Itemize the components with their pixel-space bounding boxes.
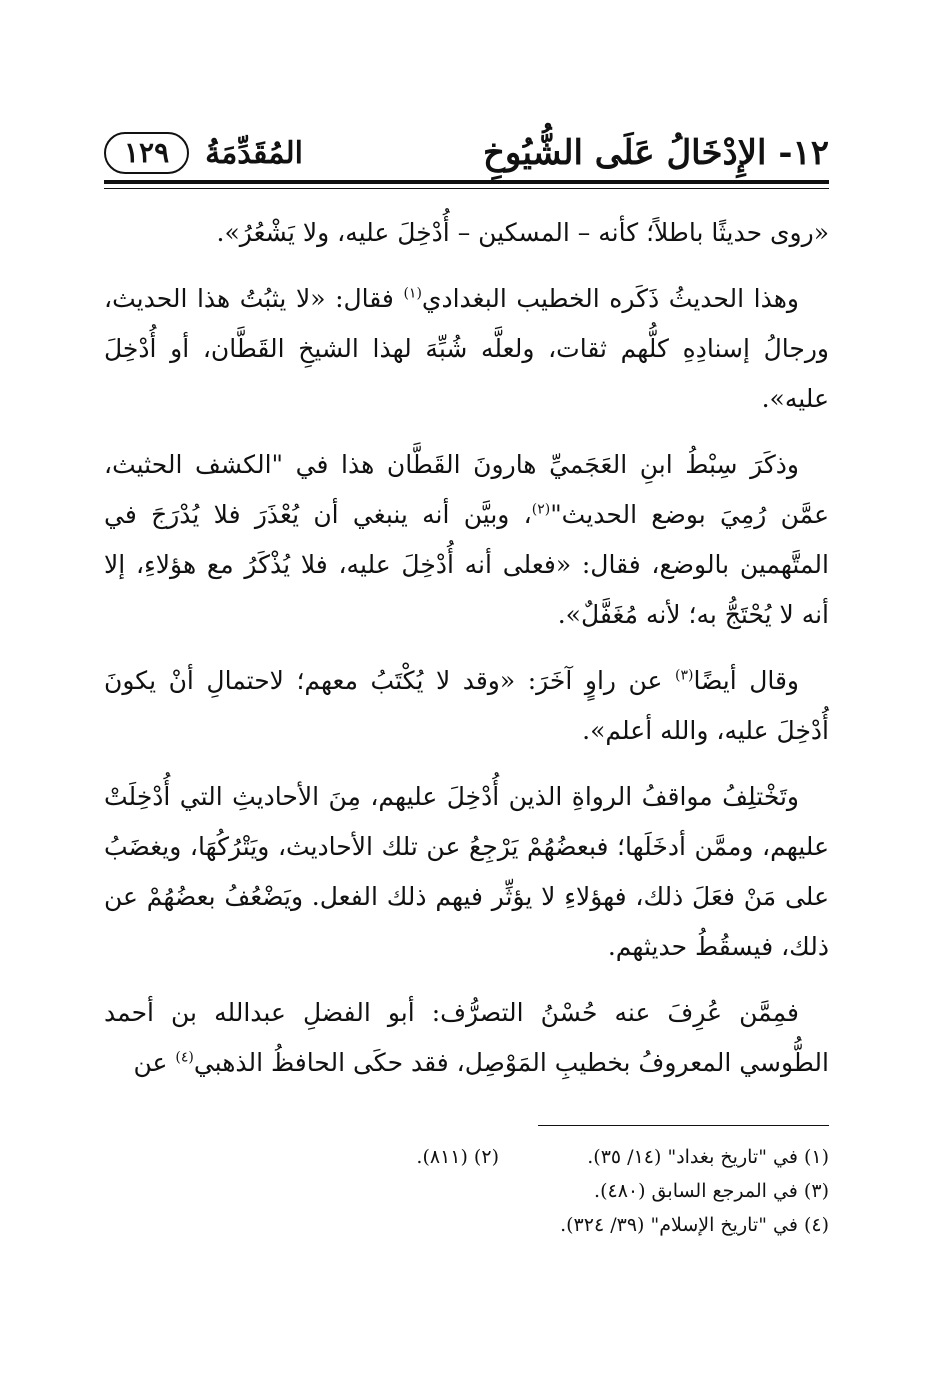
paragraph-1: «روى حديثًا باطلاً؛ كأنه – المسكين – أُدْخِلَ عليه، ولا يَشْعُرُ». xyxy=(216,218,829,247)
footnote-ref-1[interactable]: (١) xyxy=(403,285,422,302)
page-header xyxy=(104,128,829,178)
footnote-row xyxy=(104,1140,829,1174)
page-number: ١٢٩ xyxy=(104,132,189,174)
footnote-2: (٢) (٨١١). xyxy=(416,1146,499,1168)
paragraph-4: وقال أيضًا$^{(٣)}$ عن راوٍ آخَرَ: «وقد لا يُكْتَبُ معهم؛ لاحتمالِ أنْ يكونَ أُدْخِلَ عليه، والله أعلم». xyxy=(104,666,829,745)
header-rule-thin xyxy=(104,188,829,189)
footnote-ref-3[interactable]: (٣) xyxy=(674,667,694,684)
paragraph-5: وتَخْتلِفُ مواقفُ الرواةِ الذين أُدْخِلَ عليهم، مِنَ الأحاديثِ التي أُدْخِلَتْ عليهم، وممَّن أدخَلَها؛ فبعضُهُمْ يَرْجِعُ عن تلك الأحاديث، ويَتْرُكُهَا، ويغضَبُ على مَنْ فعَلَ ذلك، فهؤلاءِ لا يؤثِّر فيهم ذلك الفعل. ويَضْعُفُ بعضُهُمْ عن ذلك، فيسقُطُ حديثهم. xyxy=(104,782,829,961)
paragraph-6: فمِمَّن عُرِفَ عنه حُسْنُ التصرُّف: أبو الفضلِ عبدالله بن أحمد الطُّوسي المعروفُ بخطيبِ المَوْصِل، فقد حكَى الحافظُ الذهبي$^{(٤)}$ عن xyxy=(104,998,829,1077)
footnote-ref-2[interactable]: (٢) xyxy=(531,501,551,518)
section-heading xyxy=(104,128,303,178)
section-title: المُقَدِّمَةُ xyxy=(205,135,304,171)
paragraph-3: وذكَرَ سِبْطُ ابنِ العَجَميِّ هارونَ القَطَّان هذا في "الكشف الحثيث، عمَّن رُمِيَ بوضع الحديث"$^{(٢)}$، وبيَّن أنه ينبغي أن يُعْذَرَ فلا يُدْرَجَ في المتَّهمين بالوضع، فقال: «فعلى أنه أُدْخِلَ عليه، فلا يُذْكَرُ مع هؤلاءِ، إلا أنه لا يُحْتَجُّ به؛ لأنه مُغَفَّلٌ». xyxy=(104,450,829,629)
footnote-row xyxy=(104,1208,829,1242)
footnotes xyxy=(104,1140,829,1242)
header-rule-thick xyxy=(104,180,829,184)
chapter-title: ١٢- الإِدْخَالُ عَلَى الشُّيُوخِ xyxy=(482,133,829,173)
footnote-1: (١) في "تاريخ بغداد" (١٤/ ٣٥). xyxy=(587,1146,829,1168)
footnote-3: (٣) في المرجع السابق (٤٨٠). xyxy=(594,1180,829,1202)
footnote-4: (٤) في "تاريخ الإسلام" (٣٩/ ٣٢٤). xyxy=(560,1214,829,1236)
footnote-ref-4[interactable]: (٤) xyxy=(175,1049,194,1066)
footnote-rule xyxy=(538,1125,829,1126)
footnote-row xyxy=(104,1174,829,1208)
paragraph-2: وهذا الحديثُ ذَكَره الخطيب البغدادي$^{(١)}$ فقال: «لا يثبُتُ هذا الحديث، ورجالُ إسنادِهِ كلُّهم ثقات، ولعلَّه شُبِّهَ لهذا الشيخِ القَطَّان، أو أُدْخِلَ عليه». xyxy=(104,284,829,413)
main-text xyxy=(104,208,829,1104)
